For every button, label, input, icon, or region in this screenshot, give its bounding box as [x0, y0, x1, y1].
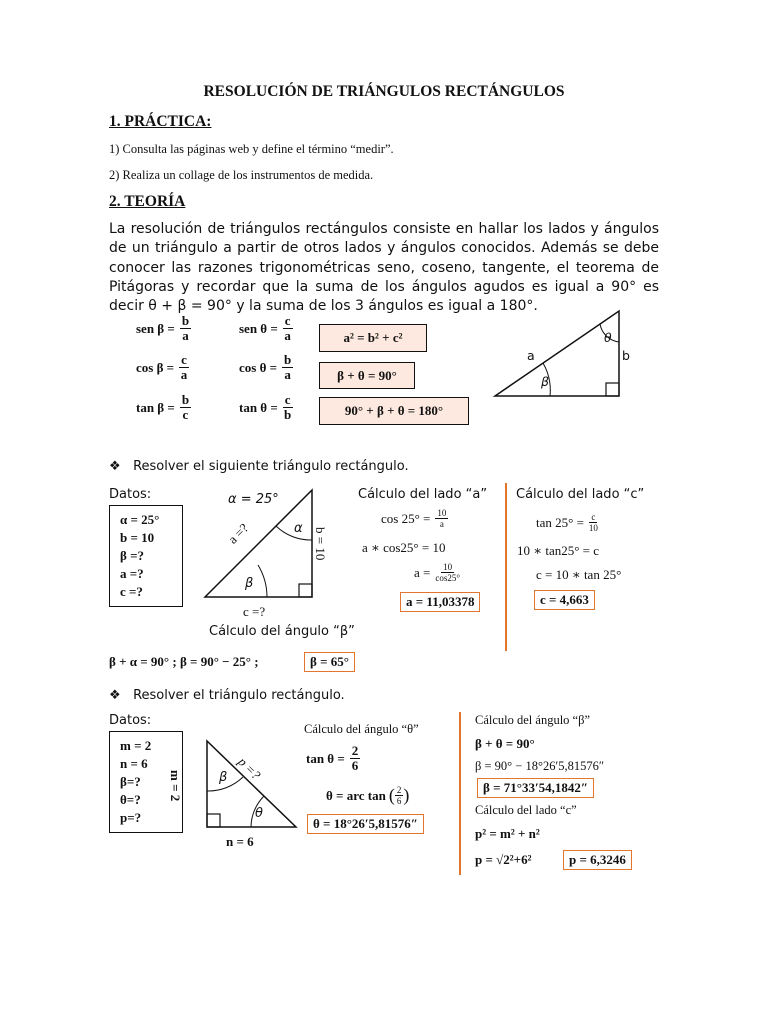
angulo-theta-eq2: [326, 785, 409, 806]
column-divider: [459, 712, 461, 875]
formula-lhs: cos θ =: [239, 359, 278, 375]
lado-a-result: a = 11,03378: [400, 592, 480, 612]
ex2-angulo-beta-eq2: β = 90° − 18°26′5,81576″: [475, 759, 605, 773]
ex1-label-alpha-top: α = 25°: [228, 492, 279, 507]
eq-lhs: a =: [414, 564, 431, 580]
formula-cos-beta: [136, 353, 189, 382]
lado-a-eq1: [381, 508, 448, 529]
ex2-lado-c-heading: Cálculo del lado “c”: [475, 803, 577, 817]
formula-den: b: [284, 407, 292, 422]
formula-sen-beta: [136, 314, 191, 343]
formula-sen-theta: [239, 314, 293, 343]
eq-num: 10: [437, 508, 447, 518]
ex2-label-side: m = 2: [168, 770, 183, 802]
ex1-label-alpha: α: [294, 521, 303, 536]
lado-c-eq2: 10 ∗ tan25° = c: [517, 543, 600, 558]
ex2-angulo-beta-result: β = 71°33′54,1842″: [477, 778, 594, 798]
column-divider: [505, 483, 507, 651]
exercise-2-triangle-diagram: [195, 733, 305, 833]
formula-num: b: [181, 313, 190, 328]
eq-den: 10: [588, 523, 598, 533]
formula-num: c: [284, 392, 291, 407]
diamond-bullet-icon: ❖: [109, 688, 121, 703]
formula-den: a: [284, 328, 291, 343]
eq-lhs: θ = arc tan: [326, 787, 386, 803]
angulo-beta-eq: β + α = 90° ; β = 90° − 25° ;: [109, 654, 259, 669]
formula-den: c: [182, 407, 189, 422]
formula-lhs: tan θ =: [239, 399, 278, 415]
theory-label-a: a: [527, 348, 535, 363]
ex1-label-hyp: a =?: [225, 520, 252, 547]
angulo-beta-heading: Cálculo del ángulo “β”: [209, 624, 355, 639]
formula-num: b: [181, 392, 190, 407]
exercise-1-datos-label: Datos:: [109, 487, 152, 502]
eq-num: c: [591, 512, 596, 522]
datos-item: β=?: [120, 774, 141, 789]
eq-lhs: cos 25° =: [381, 510, 431, 526]
datos-item: n = 6: [120, 756, 148, 771]
datos-item: θ=?: [120, 792, 141, 807]
practica-item-1: 1) Consulta las páginas web y define el término “medir”.: [109, 142, 394, 156]
eq-num: 2: [351, 743, 359, 758]
formula-lhs: sen θ =: [239, 320, 278, 336]
formula-tan-theta: [239, 393, 293, 422]
formula-den: a: [284, 367, 291, 382]
exercise-2-text: Resolver el triángulo rectángulo.: [133, 688, 345, 703]
ex2-label-base: n = 6: [226, 834, 254, 849]
datos-item: p=?: [120, 810, 142, 825]
formula-lhs: cos β =: [136, 359, 175, 375]
lado-c-heading: Cálculo del lado “c”: [516, 487, 645, 502]
ex2-lado-c-eq2: p = √2²+6²: [475, 852, 532, 867]
angulo-theta-result: θ = 18°26′5,81576″: [307, 814, 424, 834]
exercise-1-bullet: [109, 459, 409, 474]
datos-item: b = 10: [120, 530, 155, 545]
theory-label-b: b: [622, 348, 630, 363]
formula-den: a: [180, 367, 188, 382]
formula-lhs: sen β =: [136, 320, 175, 336]
formula-lhs: tan β =: [136, 399, 175, 415]
paren-open: (: [388, 785, 395, 805]
ex1-label-side: b = 10: [313, 527, 328, 561]
ex1-label-beta: β: [245, 576, 254, 591]
eq-num: 10: [443, 562, 453, 572]
angle-sum-box: β + θ = 90°: [319, 362, 415, 389]
formula-den: a: [182, 328, 189, 343]
practica-item-2: 2) Realiza un collage de los instrumentos de medida.: [109, 168, 374, 182]
diamond-bullet-icon: ❖: [109, 459, 121, 474]
lado-a-eq2: a ∗ cos25° = 10: [362, 540, 446, 555]
datos-item: α = 25°: [120, 512, 160, 527]
formula-cos-theta: [239, 353, 293, 382]
datos-item: m = 2: [120, 738, 152, 753]
page-title: RESOLUCIÓN DE TRIÁNGULOS RECTÁNGULOS: [203, 83, 565, 100]
paren-close: ): [403, 785, 410, 805]
datos-item: β =?: [120, 548, 145, 563]
lado-c-eq3: c = 10 ∗ tan 25°: [536, 567, 622, 582]
ex2-label-beta: β: [219, 770, 228, 785]
formula-tan-beta: [136, 393, 191, 422]
ex2-label-hyp: p =?: [235, 754, 264, 783]
datos-item: a =?: [120, 566, 144, 581]
exercise-2-datos-label: Datos:: [109, 713, 152, 728]
eq-den: 6: [351, 758, 359, 773]
lado-c-result: c = 4,663: [534, 590, 595, 610]
ex2-angulo-beta-heading: Cálculo del ángulo “β”: [475, 713, 591, 727]
eq-den: 6: [396, 796, 402, 806]
ex2-angulo-beta-eq1: β + θ = 90°: [475, 736, 535, 751]
formula-num: c: [181, 352, 187, 367]
eq-lhs: tan 25° =: [536, 514, 584, 530]
lado-c-eq1: [536, 512, 598, 533]
lado-a-eq3: [414, 562, 460, 583]
eq-lhs: tan θ =: [306, 750, 345, 766]
exercise-2-bullet: [109, 688, 345, 703]
eq-den: a: [439, 519, 444, 529]
exercise-1-text: Resolver el siguiente triángulo rectángulo.: [133, 459, 409, 474]
angulo-beta-result: β = 65°: [304, 652, 355, 672]
theory-label-theta: θ: [604, 330, 612, 345]
ex2-lado-c-eq1: p² = m² + n²: [475, 826, 540, 841]
angulo-theta-heading: Cálculo del ángulo “θ”: [304, 722, 419, 736]
lado-a-heading: Cálculo del lado “a”: [358, 487, 488, 502]
theory-label-beta: β: [541, 374, 549, 389]
ex2-lado-c-result: p = 6,3246: [563, 850, 632, 870]
angle-total-box: 90° + β + θ = 180°: [319, 397, 469, 425]
section-heading-practica: 1. PRÁCTICA:: [109, 113, 212, 130]
section-heading-teoria: 2. TEORÍA: [109, 193, 186, 210]
ex1-label-base: c =?: [243, 604, 266, 619]
exercise-1-datos-box: [109, 505, 183, 607]
datos-item: c =?: [120, 584, 143, 599]
formula-num: c: [284, 313, 291, 328]
ex2-label-theta: θ: [255, 806, 263, 821]
formula-num: b: [284, 352, 292, 367]
eq-num: 2: [396, 785, 402, 795]
angulo-theta-eq1: [306, 744, 360, 773]
eq-den: cos25°: [435, 573, 460, 583]
pythagoras-box: a² = b² + c²: [319, 324, 427, 352]
teoria-paragraph: La resolución de triángulos rectángulos consiste en hallar los lados y ángulos de un triángulo a partir de otros lados y ángulos conocidos. Además se debe conocer las razones trigonométricas seno, coseno, tangente, el teorema de Pitágoras y recordar que la suma de los ángulos agudos es igual a 90° es decir θ + β = 90° y la suma de los 3 ángulos es igual a 180°.: [109, 221, 659, 315]
